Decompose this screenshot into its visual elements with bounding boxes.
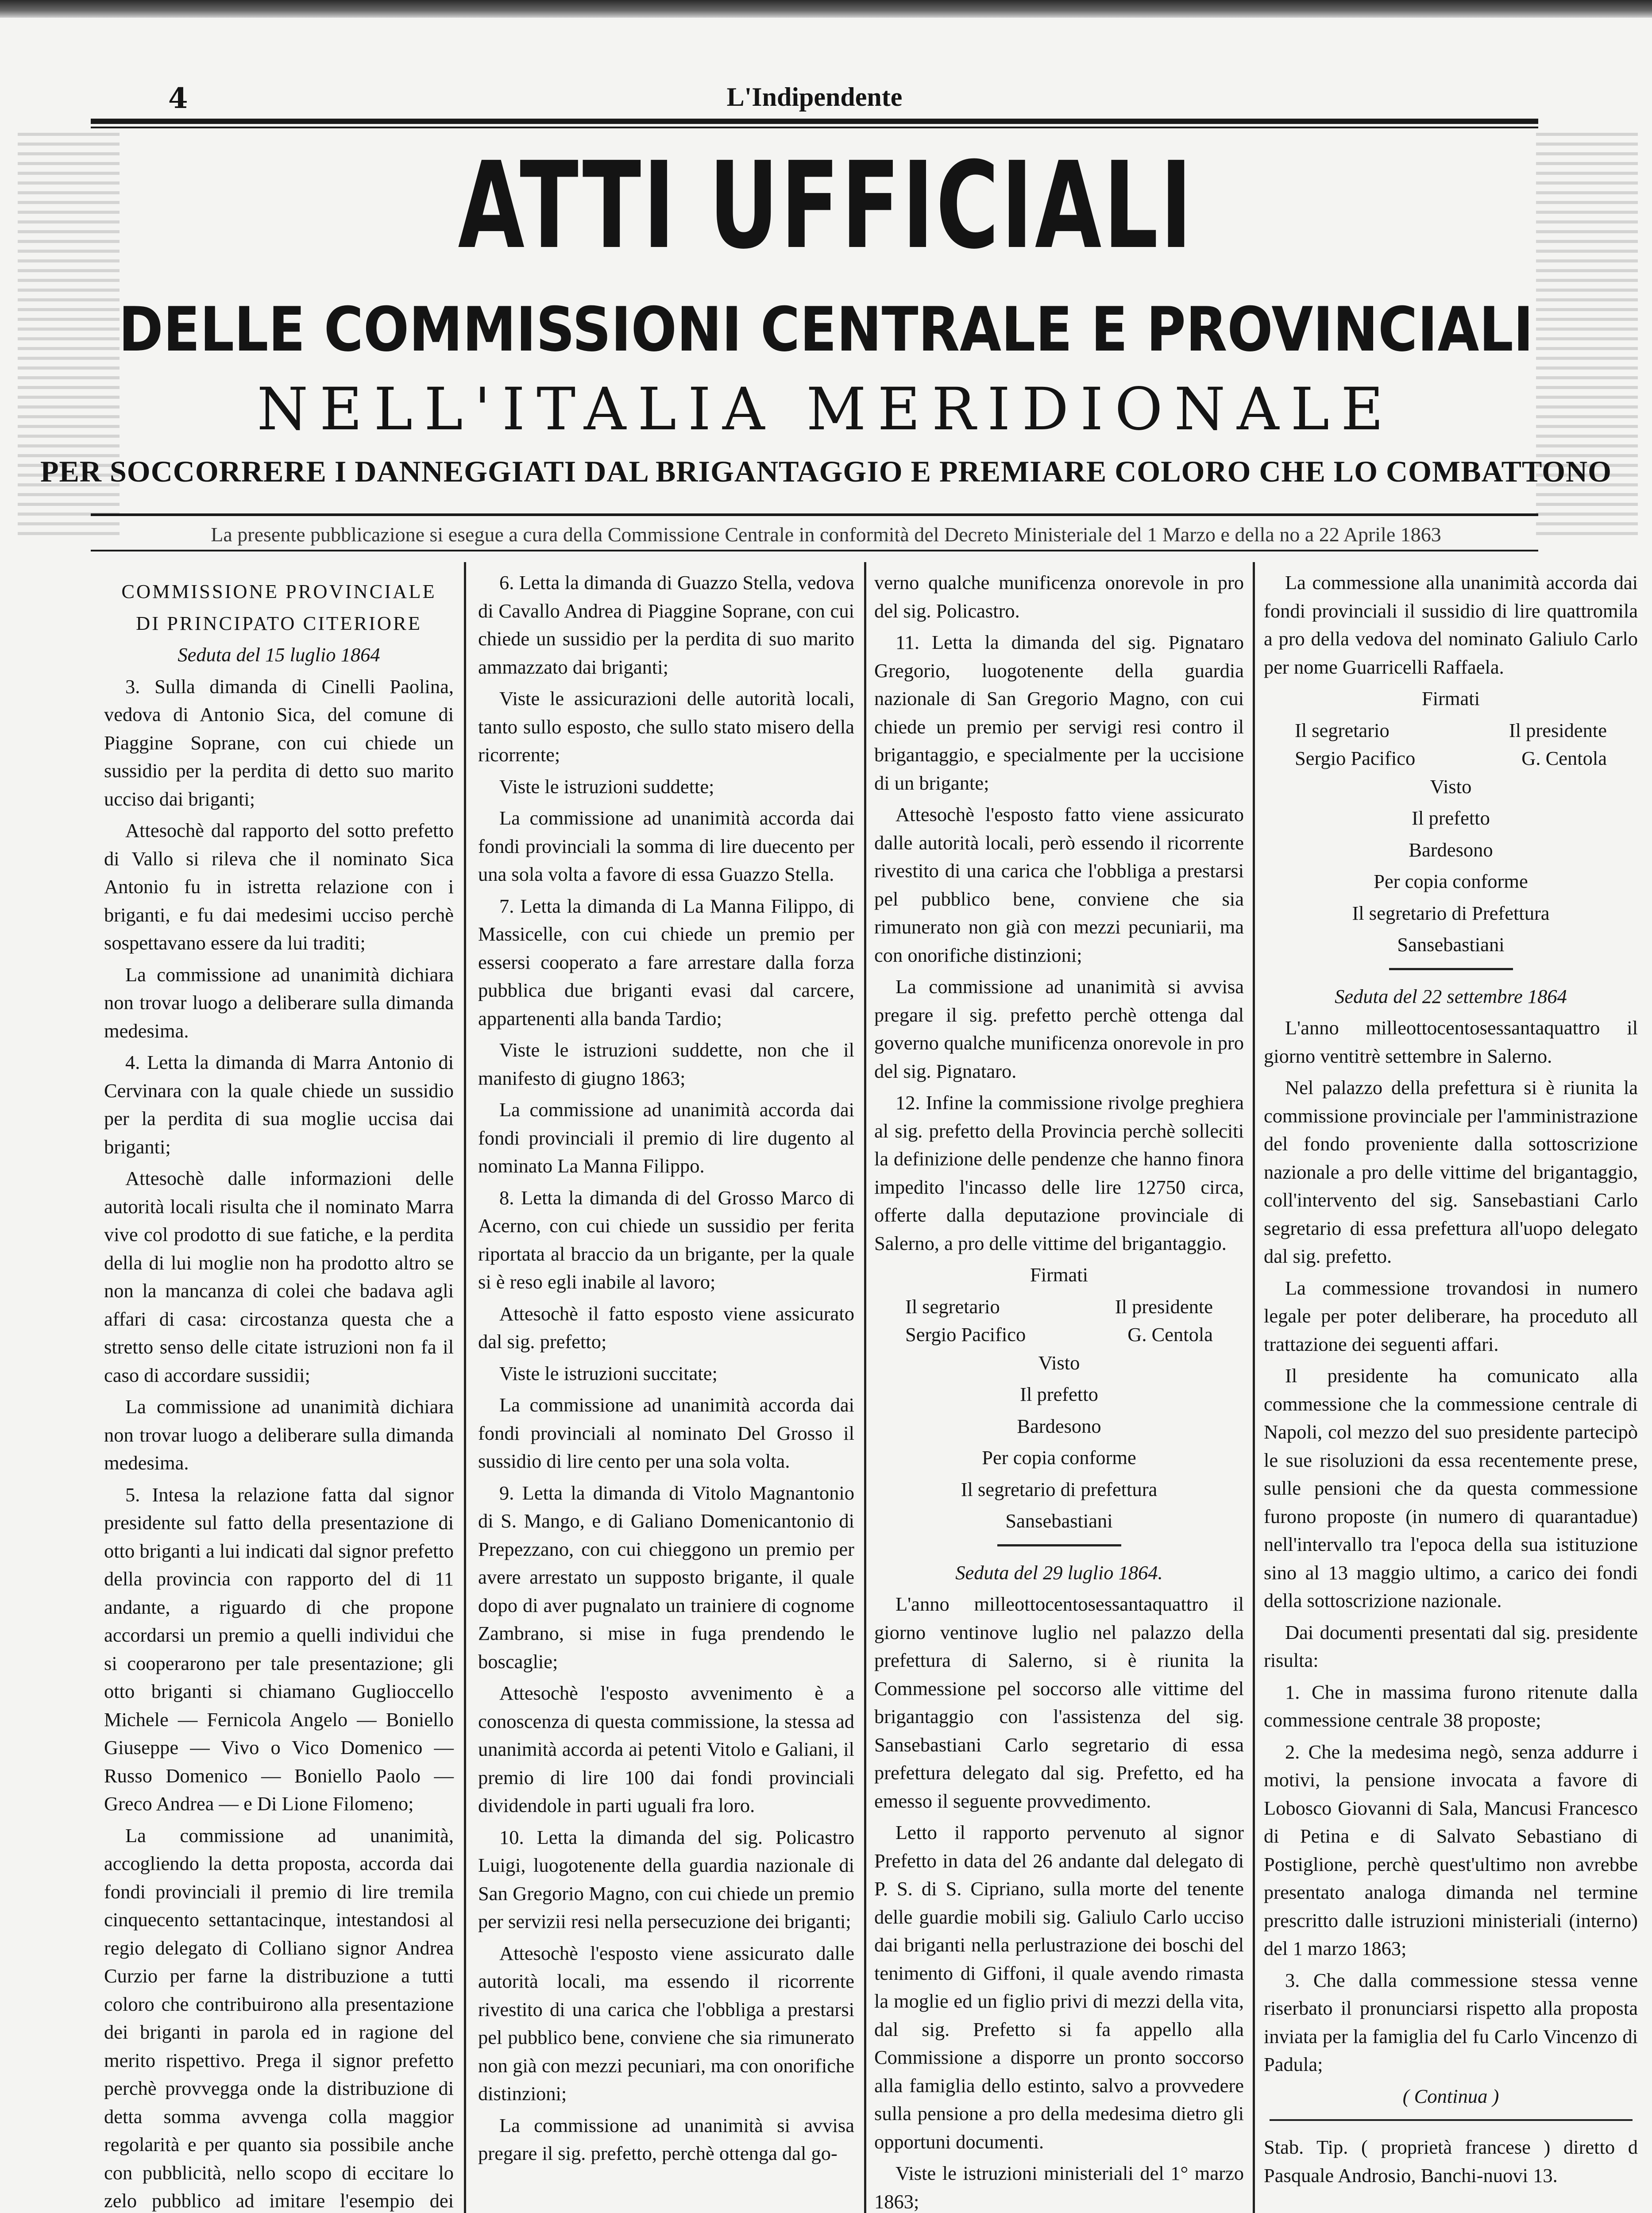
copy-conform: Per copia conforme — [982, 1446, 1136, 1469]
decree-note: La presente pubblicazione si esegue a cura della Commissione Centrale in conformità del Decreto Ministeriale del 1 Marzo e della no a 22 Aprile 1863 — [211, 523, 1441, 546]
paragraph: La commissione ad unanimità si avvisa pregare il sig. prefetto perchè ottenga dal governo qualche munificenza onorevole in pro del sig. Pignataro. — [874, 975, 1244, 1082]
paragraph: La commessione alla unanimità accorda dai fondi provinciali il sussidio di lire quattromila a pro della vedova del nominato Galiulo Carlo per nome Guarricelli Raffaela. — [1264, 571, 1638, 678]
visto-label: Visto — [1430, 775, 1472, 798]
prefecture-secretary: Il segretario di prefettura — [961, 1478, 1158, 1500]
paragraph: 6. Letta la dimanda di Guazzo Stella, vedova di Cavallo Andrea di Piaggine Soprane, con cui chiede un sussidio per la perdita di suo marito ammazzato dai briganti; — [478, 571, 854, 678]
masthead-title: ATTI UFFICIALI — [458, 136, 1194, 275]
paragraph: 1. Che in massima furono ritenute dalla commessione centrale 38 proposte; — [1264, 1681, 1638, 1731]
column-3 — [874, 569, 1244, 2213]
paragraph: 11. Letta la dimanda del sig. Pignataro Gregorio, luogotenente della guardia nazionale di San Gregorio Magno, con cui chiede un premio per servigi resi contro il brigantaggio, e specialmente per la uccisione di un brigante; — [874, 631, 1244, 794]
page-number: 4 — [168, 82, 188, 115]
paragraph: Nel palazzo della prefettura si è riunita la commissione provinciale per l'amministrazione del fondo proveniente dalla sottoscrizione nazionale a pro delle vittime del brigantaggio, coll'intervento del sig. Sansebastiani Carlo segretario di essa prefettura all'uopo delegato dal sig. prefetto. — [1264, 1076, 1638, 1267]
secretary-name: Sansebastiani — [1397, 933, 1505, 956]
signature-name: G. Centola — [1521, 747, 1607, 769]
visto-label: Visto — [1038, 1351, 1080, 1374]
paragraph: Viste le assicurazioni delle autorità locali, tanto sullo esposto, che sullo stato misero della ricorrente; — [478, 687, 854, 766]
paragraph: Attesochè dal rapporto del sotto prefetto di Vallo si rileva che il nominato Sica Antonio fu in istretta relazione con i briganti, e fu dai medesimi ucciso perchè sospettavano essere da lui traditi; — [104, 819, 454, 954]
column-divider-2 — [864, 562, 866, 2213]
paragraph: Viste le istruzioni succitate; — [499, 1362, 718, 1384]
paragraph: Viste le istruzioni ministeriali del 1° marzo 1863; — [874, 2162, 1244, 2213]
column-2 — [478, 569, 854, 2171]
paragraph: 4. Letta la dimanda di Marra Antonio di Cervinara con la quale chiede un sussidio per la perdita di sua moglie uccisa dai briganti; — [104, 1051, 454, 1158]
column-1 — [104, 569, 454, 2213]
signature-row — [874, 1321, 1244, 1349]
paragraph: 10. Letta la dimanda del sig. Policastro Luigi, luogotenente della guardia nazionale di San Gregorio Magno, con cui chiede un premio per servizii resi nella persecuzione dei briganti; — [478, 1826, 854, 1932]
page-top-edge — [0, 0, 1652, 18]
paragraph: La commissione ad unanimità dichiara non trovar luogo a deliberare sulla dimanda medesima. — [104, 963, 454, 1042]
section-divider — [997, 1544, 1121, 1546]
paragraph: 9. Letta la dimanda di Vitolo Magnantonio di S. Mango, e di Galiano Domenicantonio di Prepezzano, con cui chieggono un premio per avere arrestato un supposto brigante, il quale dopo di aver pugnalato un trainiere di cognome Zambrano, si mise in fuga prendendo le boscaglie; — [478, 1481, 854, 1673]
prefect-name: Bardesono — [1017, 1415, 1101, 1437]
paragraph: Viste le istruzioni suddette; — [499, 775, 714, 798]
signature-name: Sergio Pacifico — [1295, 747, 1416, 769]
signature-role: Il presidente — [1115, 1295, 1213, 1318]
paragraph: 8. Letta la dimanda di del Grosso Marco di Acerno, con cui chiede un sussidio per ferita riportata al braccio da un brigante, per la quale si è reso egli inabile al lavoro; — [478, 1186, 854, 1293]
paragraph: Letto il rapporto pervenuto al signor Prefetto in data del 26 andante dal delegato di P. S. di S. Cipriano, sulla morte del tenente delle guardie mobili sig. Galiulo Carlo ucciso dai briganti nella perlustrazione dei boschi del tenimento di Giffoni, il quale avendo rimasta la moglie ed un figlio privi di mezzi della vita, dal sig. Prefetto si fa appello alla Commissione a disporre un pronto soccorso alla famiglia dello estinto, salvo a provvedere sulla pensione a pro della medesima dietro gli opportuni documenti. — [874, 1821, 1244, 2153]
column-4 — [1264, 569, 1638, 2193]
paragraph: Attesochè l'esposto viene assicurato dalle autorità locali, ma essendo il ricorrente rivestito di una carica che l'obbliga a prestarsi pel pubblico bene, conviene che sia rimunerato non già con mezzi pecuniari, ma con onorifiche distinzioni; — [478, 1942, 854, 2105]
paragraph: Dai documenti presentati dal sig. presidente risulta: — [1264, 1621, 1638, 1671]
column-divider-3 — [1253, 562, 1255, 2213]
header-rule-thin — [91, 127, 1538, 128]
newspaper-name: L'Indipendente — [726, 82, 903, 112]
section-subheading: DI PRINCIPATO CITERIORE — [136, 612, 422, 634]
paragraph: La commissione ad unanimità dichiara non trovar luogo a deliberare sulla dimanda medesima. — [104, 1396, 454, 1474]
paragraph: 3. Sulla dimanda di Cinelli Paolina, vedova di Antonio Sica, del comune di Piaggine Soprane, con cui chiede un sussidio per la perdita di detto suo marito ucciso dai briganti; — [104, 675, 454, 810]
printer-imprint: Stab. Tip. ( proprietà francese ) diretto d Pasquale Androsio, Banchi-nuovi 13. — [1264, 2136, 1638, 2186]
signature-role: Il segretario — [905, 1295, 1000, 1318]
signature-role: Il segretario — [1295, 719, 1390, 741]
paragraph: verno qualche munificenza onorevole in pro del sig. Policastro. — [874, 571, 1244, 622]
prefect-name: Bardesono — [1409, 838, 1493, 861]
paragraph: La commissione ad unanimità accorda dai fondi provinciali la somma di lire duecento per una sola volta a favore di essa Guazzo Stella. — [478, 807, 854, 885]
paragraph: Attesochè l'esposto fatto viene assicurato dalle autorità locali, però essendo il ricorrente rivestito di una carica che l'obbliga a prestarsi pel pubblico bene, conviene che sia rimunerato non già con mezzi pecuniarii, ma con onorifiche distinzioni; — [874, 803, 1244, 966]
section-heading: COMMISSIONE PROVINCIALE — [121, 580, 436, 602]
paragraph: La commissione ad unanimità accorda dai fondi provinciali al nominato Del Grosso il sussidio di lire cento per una sola volta. — [478, 1394, 854, 1472]
continued-note: ( Continua ) — [1402, 2085, 1499, 2107]
paragraph: L'anno milleottocentosessantaquattro il giorno ventitrè settembre in Salerno. — [1264, 1017, 1638, 1067]
paragraph: Attesochè dalle informazioni delle autorità locali risulta che il nominato Marra vive col prodotto di sue fatiche, e la perdita della di lui moglie non ha prodotto altro se non la mancanza di colei che badava agli affari di casa: circostanza questa che a stretto senso delle citate istruzioni non fa il caso di accordare sussidii; — [104, 1167, 454, 1386]
paragraph: La commessione trovandosi in numero legale per poter deliberare, ha proceduto all trattazione dei seguenti affari. — [1264, 1276, 1638, 1355]
running-header — [89, 82, 1540, 113]
paragraph: Il presidente ha comunicato alla commessione che la commessione centrale di Napoli, col mezzo del suo presidente partecipò le sue risoluzioni da essa recentemente prese, sulle pensioni che da questa commessione furono proposte (in numero di quarantadue) nell'intervallo tra l'epoca della sua istituzione sino al 13 maggio ultimo, a carico dei fondi della sottoscrizione nazionale. — [1264, 1365, 1638, 1612]
session-date: Seduta del 29 luglio 1864. — [955, 1561, 1163, 1584]
signatures-label: Firmati — [1030, 1264, 1088, 1286]
paragraph: La commissione ad unanimità accorda dai fondi provinciali il premio di lire dugento al nominato La Manna Filippo. — [478, 1099, 854, 1177]
paragraph: 5. Intesa la relazione fatta dal signor presidente sul fatto della presentazione di otto briganti a lui indicati dal signor prefetto della provincia con rapporto del di 11 andante, a riguardo di che propone accordarsi un premio a quelli individui che si cooperarono per tale presentazione; gli otto briganti si chiamano Guglioccello Michele — Fernicola Angelo — Boniello Giuseppe — Vivo o Vico Domenico — Russo Domenico — Boniello Paolo — Greco Andrea — e Di Lione Filomeno; — [104, 1483, 454, 1815]
copy-conform: Per copia conforme — [1374, 870, 1528, 892]
paragraph: 2. Che la medesima negò, senza addurre i motivi, la pensione invocata a favore di Lobosco Giovanni di Sala, Mancusi Francesco di Petina e di Salvato Sebastiano di Postiglione, perchè quest'ultimo non avrebbe presentato analoga dimanda nel termine prescritto dalle istruzioni ministeriali (interno) del 1 marzo 1863; — [1264, 1740, 1638, 1959]
paragraph: Attesochè il fatto esposto viene assicurato dal sig. prefetto; — [478, 1302, 854, 1353]
masthead-subtitle: DELLE COMMISSIONI CENTRALE E PROVINCIALI — [118, 294, 1534, 365]
masthead-purpose: PER SOCCORRERE I DANNEGGIATI DAL BRIGANTAGGIO E PREMIARE COLORO CHE LO COMBATTONO — [40, 455, 1612, 488]
paragraph: Attesochè l'esposto avvenimento è a conoscenza di questa commissione, la stessa ad unanimità accorda ai petenti Vitolo e Galiani, il premio di lire 100 dai fondi provinciali dividendole in parti uguali fra loro. — [478, 1682, 854, 1816]
paragraph: 7. Letta la dimanda di La Manna Filippo, di Massicelle, con cui chiede un premio per essersi cooperato a fare arrestare dalla forza pubblica due briganti evasi dal carcere, appartenenti alla banda Tardio; — [478, 894, 854, 1029]
paragraph: Viste le istruzioni suddette, non che il manifesto di giugno 1863; — [478, 1039, 854, 1089]
decree-rule — [91, 550, 1538, 551]
signature-row — [1264, 744, 1638, 773]
prefecture-secretary: Il segretario di Prefettura — [1352, 902, 1550, 924]
signature-name: Sergio Pacifico — [905, 1323, 1026, 1346]
signature-name: G. Centola — [1127, 1323, 1213, 1346]
paragraph: 3. Che dalla commessione stessa venne riserbato il pronunciarsi rispetto alla proposta inviata per la famiglia del fu Carlo Vincenzo di Padula; — [1264, 1969, 1638, 2075]
signature-row — [874, 1293, 1244, 1321]
prefect-title: Il prefetto — [1412, 807, 1490, 829]
paragraph: 12. Infine la commissione rivolge preghiera al sig. prefetto della Provincia perchè solleciti la definizione delle pendenze che hanno finora impedito l'incasso delle lire 12750 circa, offerte dalla deputazione provinciale di Salerno, a pro delle vittime del brigantaggio. — [874, 1091, 1244, 1254]
masthead-rule — [91, 513, 1538, 516]
signature-role: Il presidente — [1509, 719, 1607, 741]
masthead-region: NELL'ITALIA MERIDIONALE — [257, 375, 1395, 443]
section-divider — [1389, 968, 1513, 970]
paragraph: La commissione ad unanimità si avvisa pregare il sig. prefetto, perchè ottenga dal go- — [478, 2114, 854, 2164]
header-rule — [91, 119, 1538, 124]
paragraph: L'anno milleottocentosessantaquattro il giorno ventinove luglio nel palazzo della prefettura di Salerno, si è riunita la Commessione pel soccorso alle vittime del brigantaggio con l'assistenza del sig. Sansebastiani Carlo segretario di essa prefettura delegato dal sig. Prefetto, ed ha emesso il seguente provvedimento. — [874, 1593, 1244, 1812]
session-date: Seduta del 22 settembre 1864 — [1335, 985, 1567, 1007]
signature-row — [1264, 717, 1638, 745]
imprint-rule — [1270, 2119, 1633, 2121]
session-date: Seduta del 15 luglio 1864 — [178, 644, 380, 666]
column-divider-1 — [464, 562, 466, 2213]
prefect-title: Il prefetto — [1020, 1383, 1098, 1405]
paragraph: La commissione ad unanimità, accogliendo la detta proposta, accorda dai fondi provinciali il premio di lire tremila cinquecento settantacinque, intestandosi al regio delegato di Colliano signor Andrea Curzio per farne la distribuzione a tutti coloro che contribuirono alla presentazione dei briganti in parola ed in ragione del merito rispettivo. Prega il signor prefetto perchè provvegga onde la distribuzione di detta somma avvenga colla maggior regolarità e per quanto sia possibile anche con pubblicità, nello scopo di eccitare lo zelo pubblico ad imitare l'esempio dei — [104, 1824, 454, 2212]
signatures-label: Firmati — [1421, 687, 1480, 709]
secretary-name: Sansebastiani — [1005, 1510, 1113, 1532]
